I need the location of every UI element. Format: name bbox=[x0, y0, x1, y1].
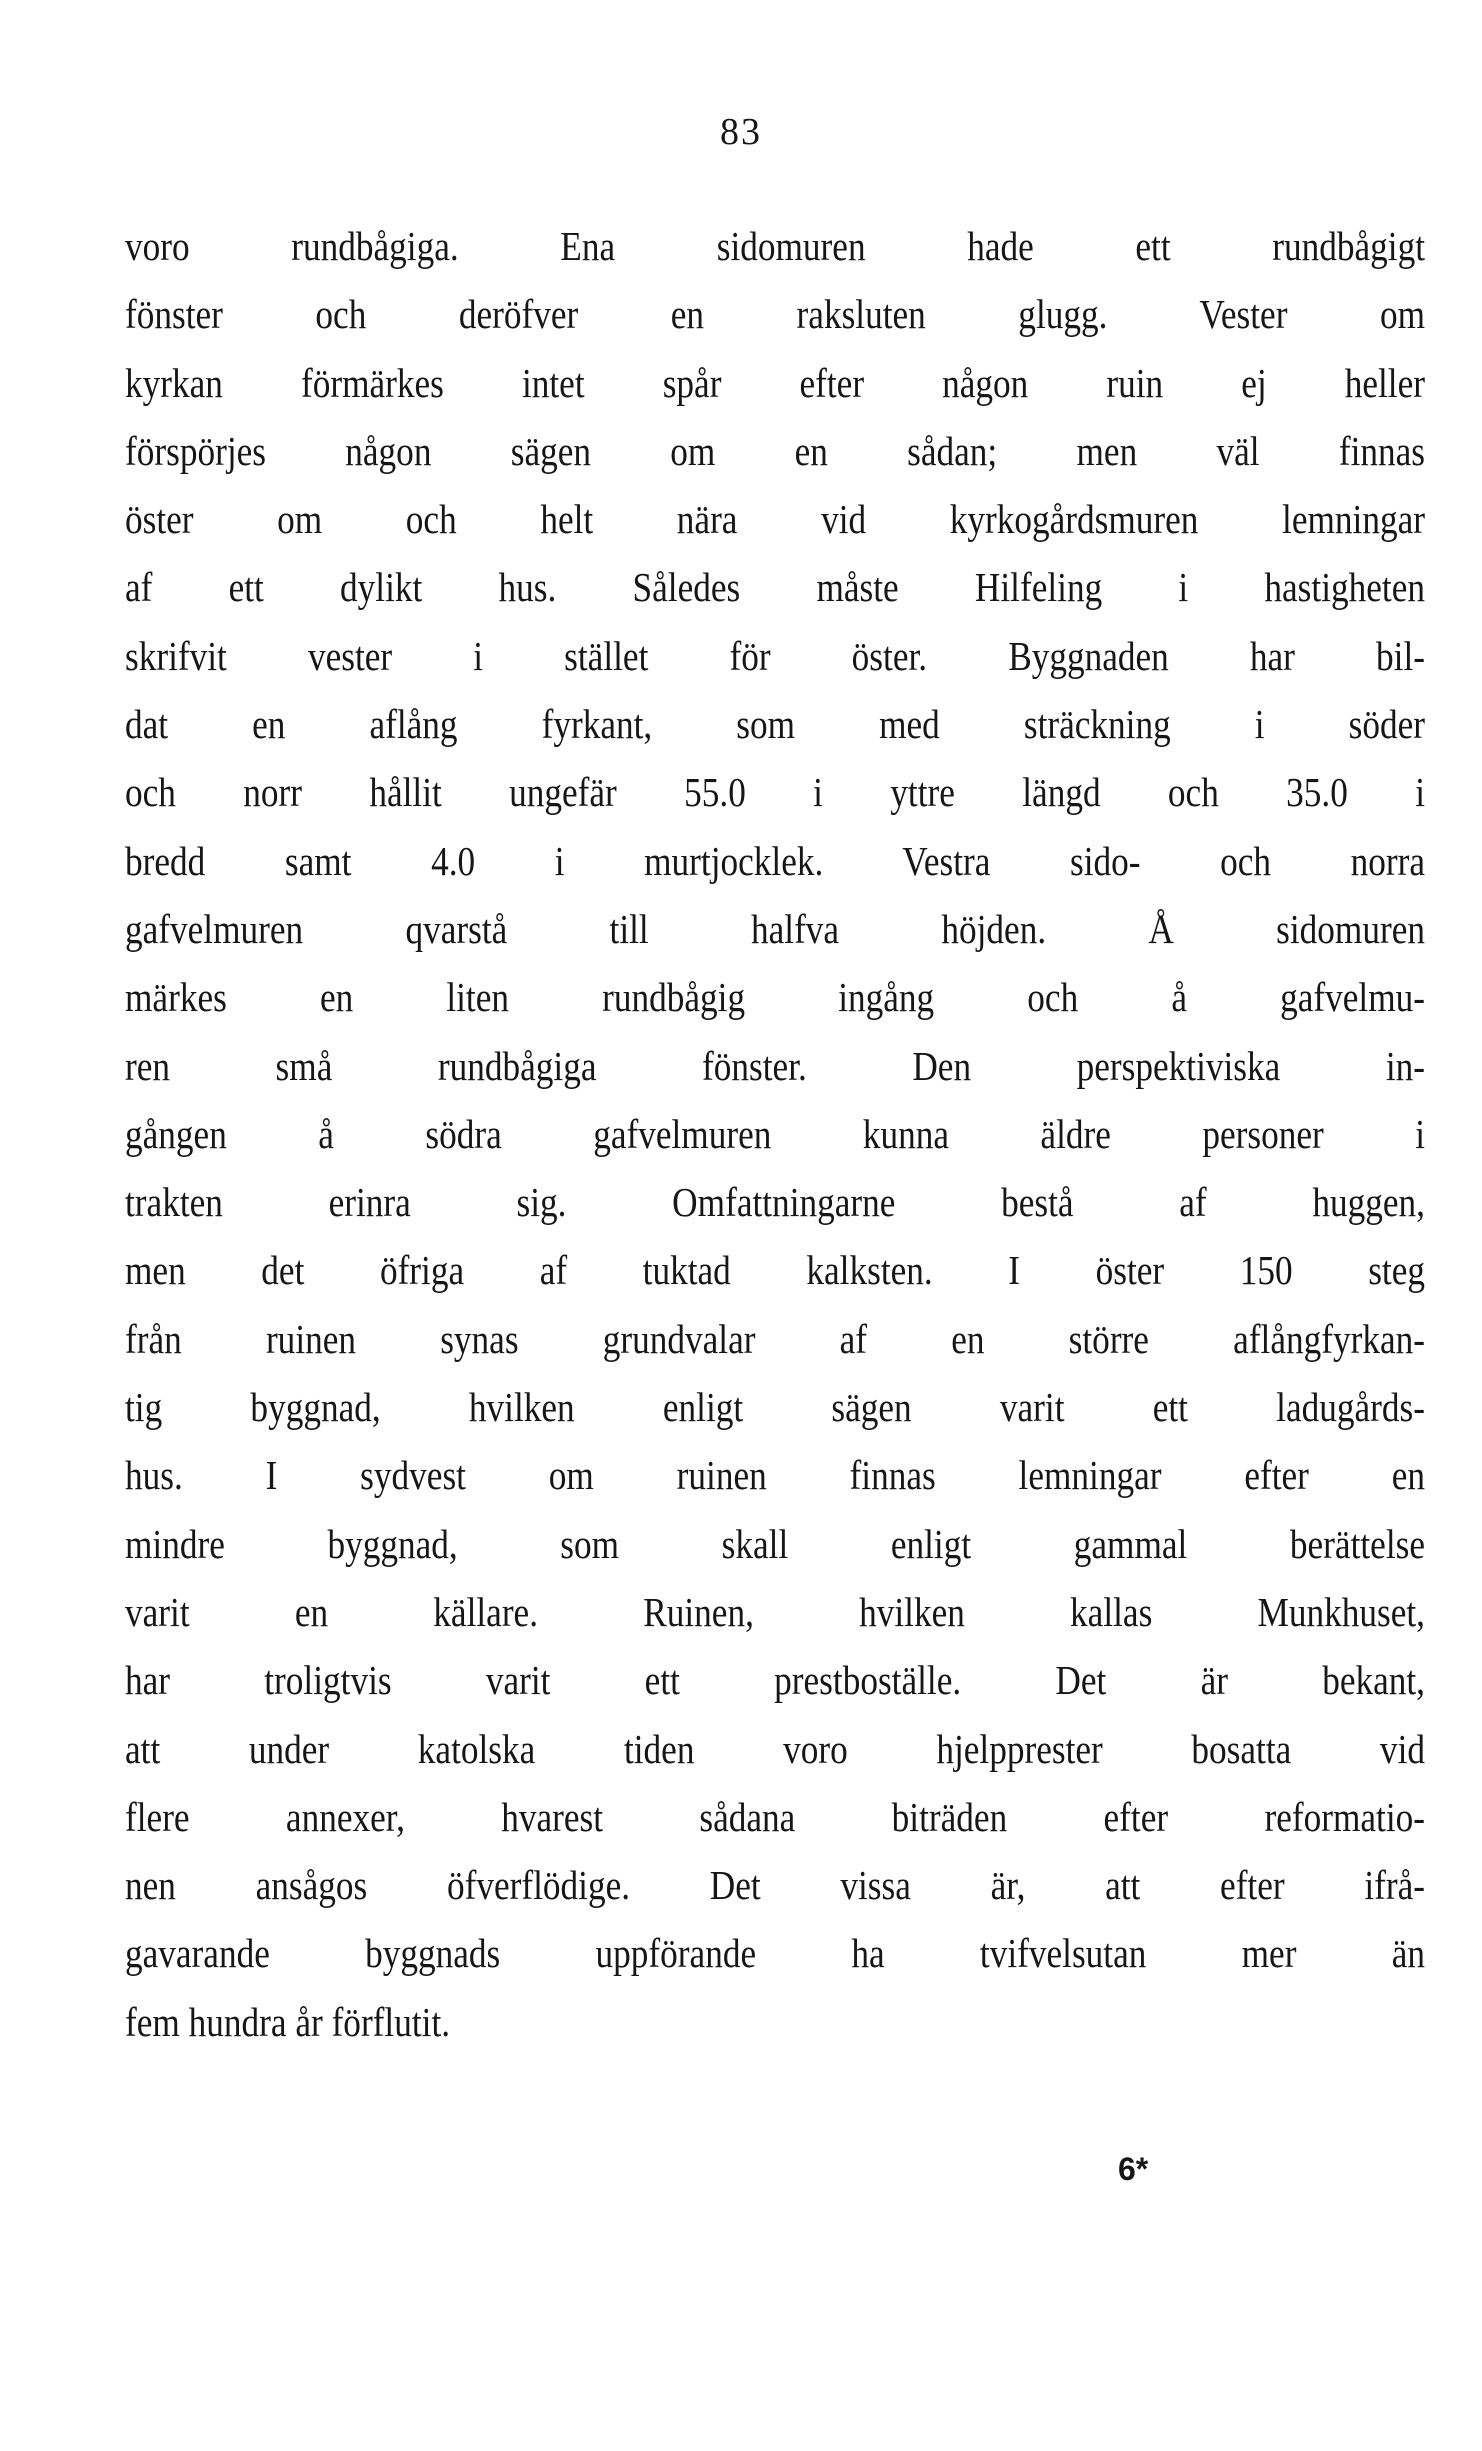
text-line: öster om och helt nära vid kyrkogårdsmuren lemningar bbox=[125, 496, 1425, 543]
text-line: från ruinen synas grundvalar af en större aflångfyrkan- bbox=[125, 1315, 1425, 1362]
text-line: dat en aflång fyrkant, som med sträckning i söder bbox=[125, 701, 1425, 748]
text-line: hus. I sydvest om ruinen finnas lemningar efter en bbox=[125, 1452, 1425, 1499]
text-line: tig byggnad, hvilken enligt sägen varit ett ladugårds- bbox=[125, 1384, 1425, 1431]
text-line: nen ansågos öfverflödige. Det vissa är, att efter ifrå- bbox=[125, 1862, 1425, 1909]
signature-mark: 6* bbox=[1118, 2151, 1149, 2187]
text-line: gången å södra gafvelmuren kunna äldre personer i bbox=[125, 1110, 1425, 1157]
text-line: voro rundbågiga. Ena sidomuren hade ett rundbågigt bbox=[125, 223, 1425, 269]
page-number: 83 bbox=[720, 111, 762, 153]
text-line: af ett dylikt hus. Således måste Hilfeling i hastigheten bbox=[125, 564, 1425, 611]
text-line: kyrkan förmärkes intet spår efter någon ruin ej heller bbox=[125, 359, 1425, 406]
text-line: och norr hållit ungefär 55.0 i yttre längd och 35.0 i bbox=[125, 769, 1425, 816]
text-line: ren små rundbågiga fönster. Den perspektiviska in- bbox=[125, 1042, 1425, 1089]
text-line: märkes en liten rundbågig ingång och å gafvelmu- bbox=[125, 974, 1425, 1021]
text-line: fönster och deröfver en raksluten glugg. Vester om bbox=[125, 291, 1425, 338]
text-line: fem hundra år förflutit. bbox=[125, 1998, 451, 2045]
text-line: skrifvit vester i stället för öster. Byggnaden har bil- bbox=[125, 632, 1425, 679]
text-line: bredd samt 4.0 i murtjocklek. Vestra sido- och norra bbox=[125, 837, 1425, 884]
text-line: har troligtvis varit ett prestboställe. Det är bekant, bbox=[125, 1657, 1425, 1704]
text-line: flere annexer, hvarest sådana biträden efter reformatio- bbox=[125, 1793, 1425, 1840]
text-line: gavarande byggnads uppförande ha tvifvelsutan mer än bbox=[125, 1930, 1425, 1977]
body-text bbox=[125, 212, 1425, 2056]
text-line: gafvelmuren qvarstå till halfva höjden. Å sidomuren bbox=[125, 905, 1425, 952]
text-line: men det öfriga af tuktad kalksten. I öster 150 steg bbox=[125, 1247, 1425, 1294]
text-line: trakten erinra sig. Omfattningarne bestå af huggen, bbox=[125, 1179, 1425, 1226]
text-line: förspörjes någon sägen om en sådan; men väl finnas bbox=[125, 427, 1425, 474]
text-line: att under katolska tiden voro hjelpprester bosatta vid bbox=[125, 1725, 1425, 1772]
text-line: varit en källare. Ruinen, hvilken kallas Munkhuset, bbox=[125, 1588, 1425, 1635]
text-line: mindre byggnad, som skall enligt gammal berättelse bbox=[125, 1520, 1425, 1567]
